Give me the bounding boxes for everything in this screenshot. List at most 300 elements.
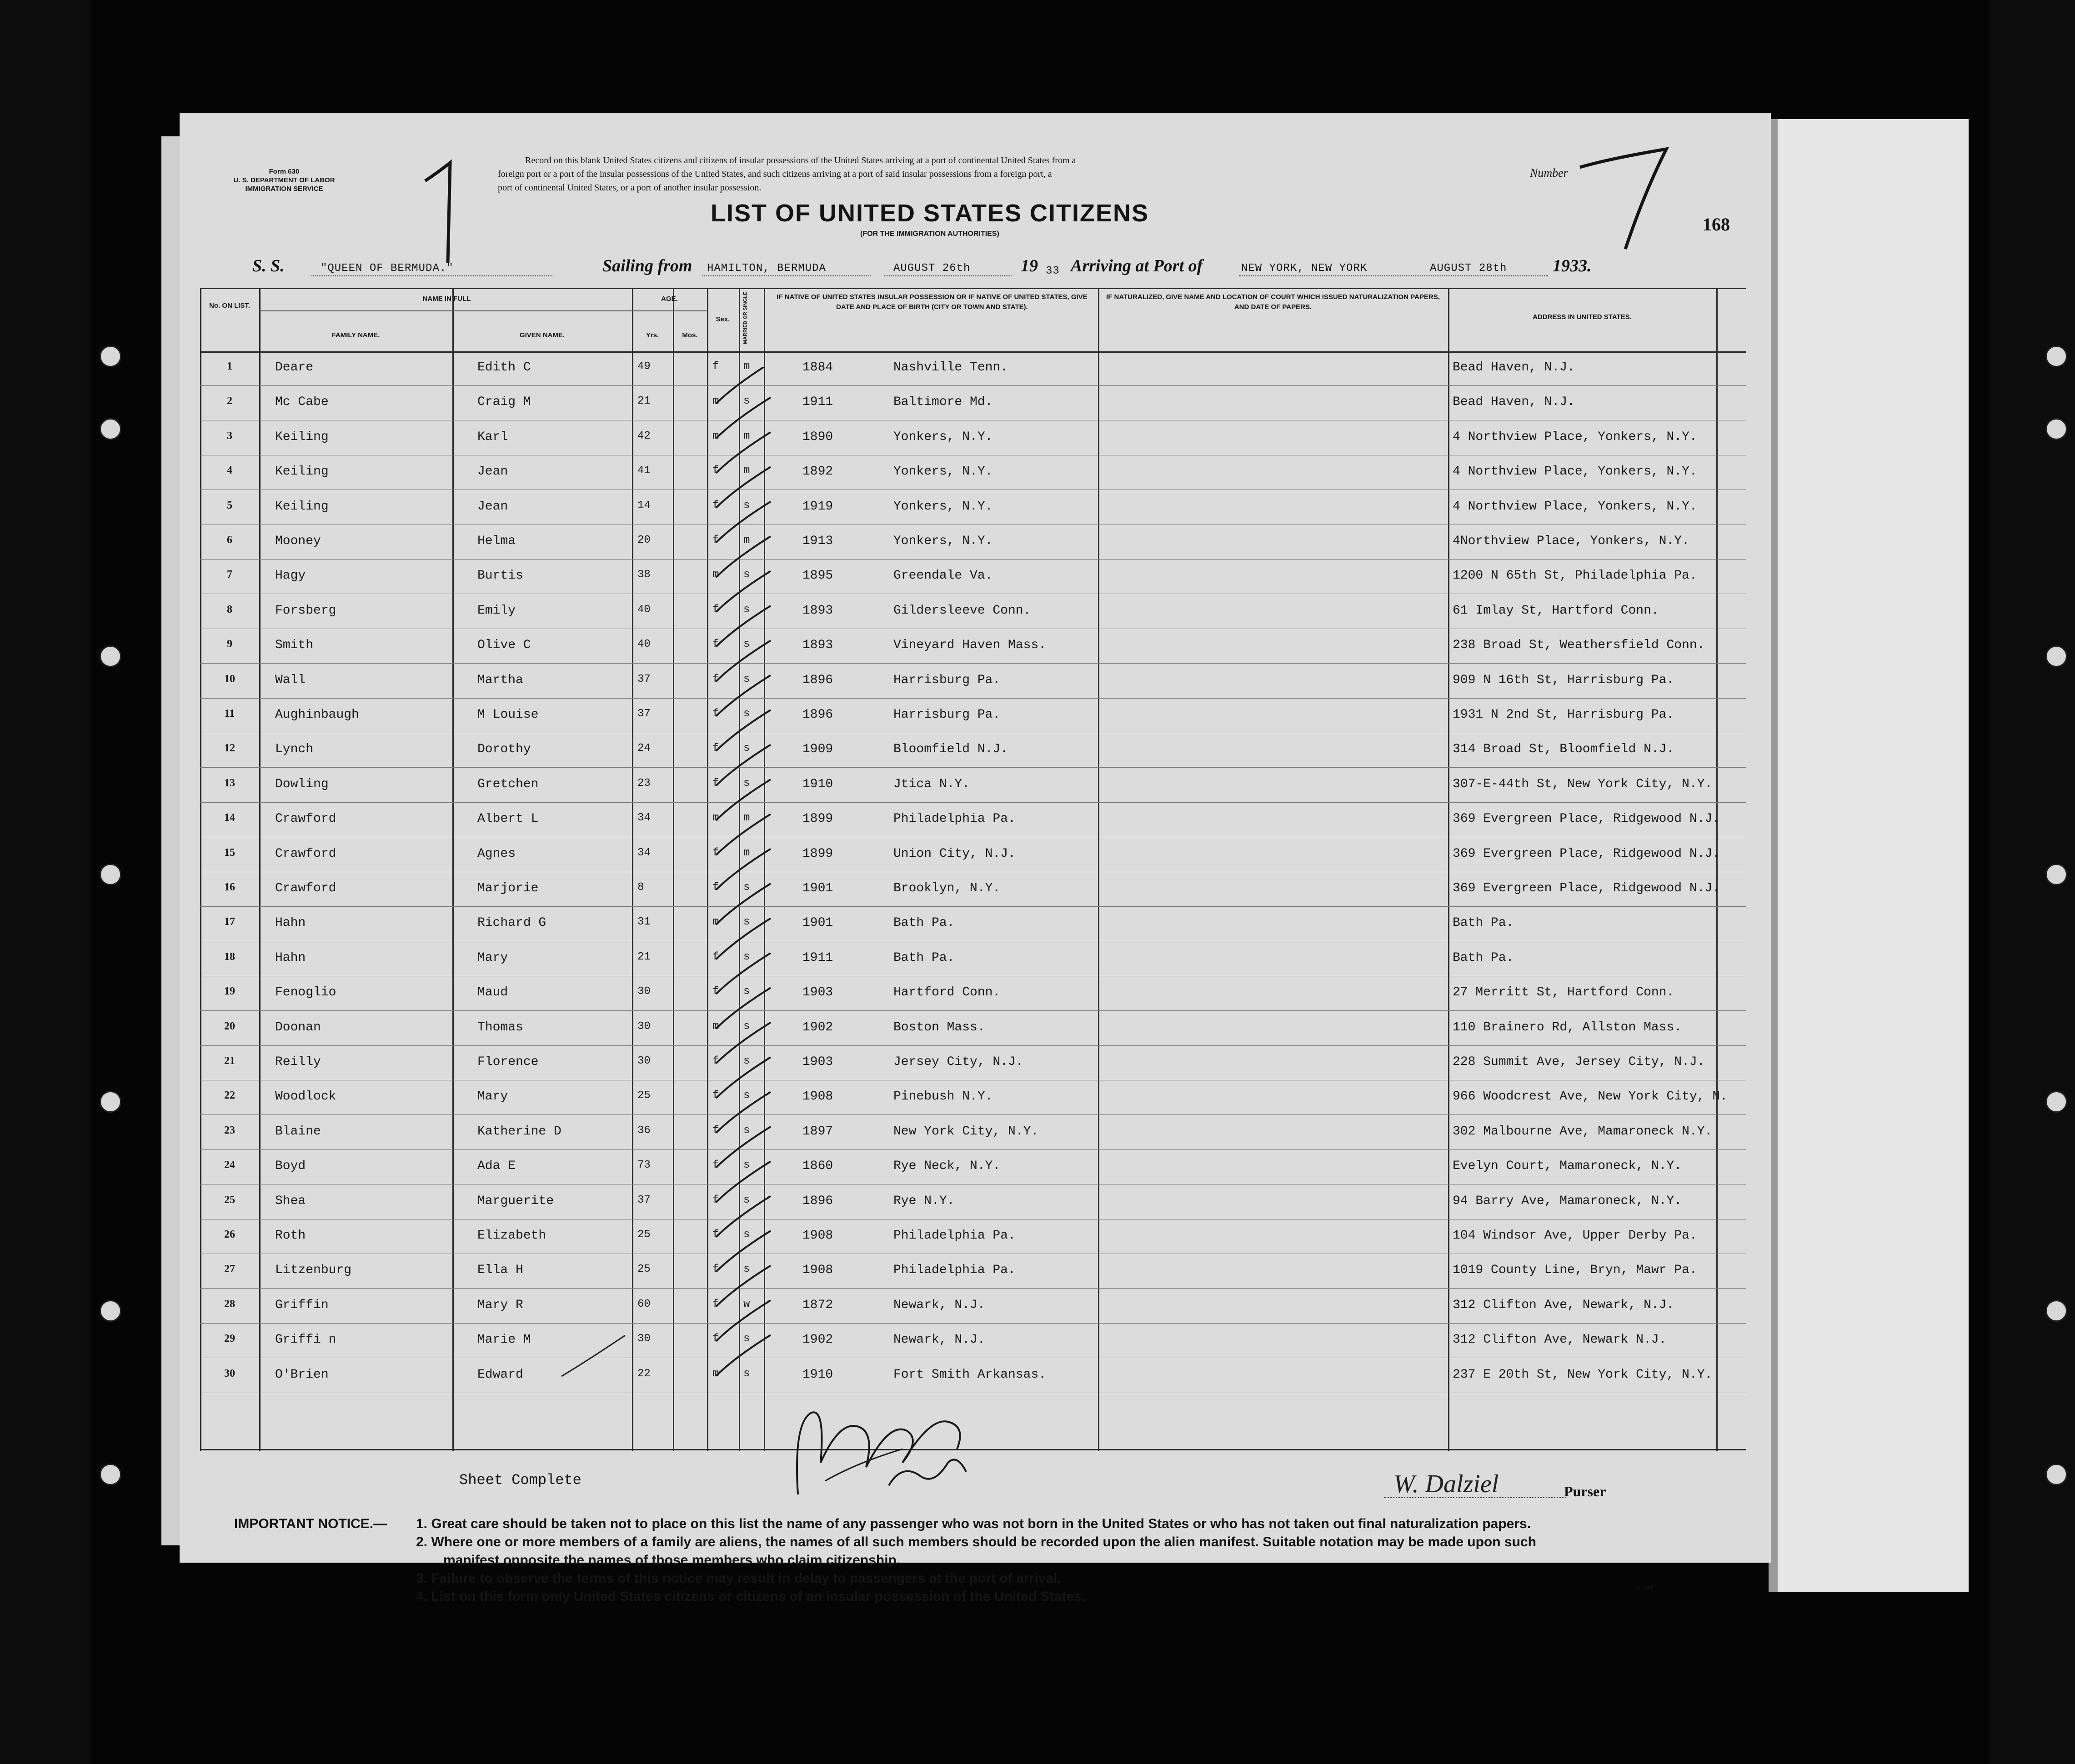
table-row [200,1080,1746,1115]
address: 1931 N 2nd St, Harrisburg Pa. [1453,708,1674,722]
birth-place: Rye Neck, N.Y. [893,1159,1001,1174]
film-hole [2045,645,2067,667]
given-name: Ella H [477,1263,523,1278]
sex: f [712,360,719,373]
birth-place: Greendale Va. [893,569,993,583]
family-name: Keiling [275,499,329,514]
age-years: 30 [637,1055,651,1067]
sex: f [712,1124,719,1137]
marital-status: s [743,881,750,894]
marital-status: m [743,465,750,477]
birth-place: Brooklyn, N.Y. [893,881,1001,895]
birth-year: 1890 [802,430,833,444]
marital-status: s [743,395,750,408]
birth-place: Bath Pa. [893,950,955,965]
arrival-date: AUGUST 28th [1430,262,1507,275]
given-name: Craig M [477,395,531,410]
address: 312 Clifton Ave, Newark N.J. [1453,1333,1667,1347]
arrival-port: NEW YORK, NEW YORK [1241,262,1368,275]
film-hole [2045,345,2067,367]
family-name: Crawford [275,846,336,861]
sex: f [712,603,719,616]
given-name: Emily [477,603,516,618]
address: 369 Evergreen Place, Ridgewood N.J. [1453,812,1720,826]
table-row [200,699,1746,733]
table-row [200,421,1746,455]
sex: f [712,499,719,512]
birth-place: Jtica N.Y. [893,777,970,791]
family-name: Fenoglio [275,985,336,1000]
age-years: 24 [637,742,651,755]
address: Bath Pa. [1453,916,1514,930]
col-header-age: AGE. [661,295,678,303]
age-years: 40 [637,638,651,651]
family-name: Crawford [275,881,336,895]
address: 237 E 20th St, New York City, N.Y. [1453,1367,1713,1382]
marital-status: w [743,1298,750,1310]
table-row [200,629,1746,664]
given-name: Burtis [477,569,523,583]
col-header-naturalized: IF NATURALIZED, GIVE NAME AND LOCATION OF COURT WHICH ISSUED NATURALIZATION PAPERS, AND DATE OF PAPERS. [1106,293,1440,311]
form-header [198,167,371,193]
check-mark-stroke [716,675,771,716]
given-name: Thomas [477,1020,523,1034]
row-number: 1 [227,360,232,372]
birth-year: 1884 [802,360,833,375]
family-name: Litzenburg [275,1263,352,1278]
age-years: 30 [637,1333,651,1345]
family-name: Forsberg [275,603,336,618]
given-name: Albert L [477,812,539,826]
address: Bead Haven, N.J. [1453,395,1575,410]
check-mark-stroke [716,1335,771,1376]
age-years: 40 [637,603,651,616]
address: 110 Brainero Rd, Allston Mass. [1453,1020,1682,1034]
address: 4Northview Place, Yonkers, N.Y. [1453,534,1689,548]
given-name: Edward [477,1367,523,1382]
birth-place: Baltimore Md. [893,395,993,410]
marital-status: m [743,534,750,546]
given-name: Karl [477,430,508,444]
birth-place: Yonkers, N.Y. [893,499,993,514]
service-name: IMMIGRATION SERVICE [245,185,323,193]
check-mark-stroke [716,1057,771,1098]
birth-year: 1909 [802,742,833,757]
row-number: 2 [227,395,232,407]
sex: m [712,430,719,442]
manifest-table [200,288,1746,1451]
family-name: O'Brien [275,1367,329,1382]
given-name: Maud [477,985,508,1000]
table-row [200,872,1746,907]
family-name: Wall [275,673,306,687]
birth-year: 1896 [802,673,833,687]
film-hole [100,645,121,667]
marital-status: m [743,812,750,825]
film-strip-left [0,0,91,1764]
row-number: 5 [227,499,232,511]
address: 307-E-44th St, New York City, N.Y. [1453,777,1713,791]
table-row [200,1324,1746,1358]
year-prefix: 19 [1021,256,1038,275]
age-years: 60 [637,1298,651,1310]
row-number: 4 [227,465,232,477]
birth-year: 1902 [802,1333,833,1347]
family-name: Roth [275,1229,306,1243]
notice-item-4: 4. List on this form only United States citizens or citizens of an insular possession of the United States. [416,1589,1085,1604]
film-hole [100,345,121,367]
row-number: 26 [224,1229,235,1240]
age-years: 37 [637,1194,651,1206]
check-mark-stroke [716,1023,771,1064]
given-name: Florence [477,1055,539,1069]
family-name: Crawford [275,812,336,826]
age-years: 30 [637,1020,651,1033]
birth-year: 1910 [802,777,833,791]
marital-status: s [743,742,750,755]
given-name: Marguerite [477,1194,554,1208]
row-number: 3 [227,430,232,442]
age-years: 37 [637,708,651,720]
page-edge-shadow [161,136,180,1545]
birth-year: 1911 [802,950,833,965]
film-hole [100,418,121,440]
film-hole [100,1300,121,1322]
birth-place: Philadelphia Pa. [893,812,1016,826]
check-mark-stroke [716,988,771,1029]
marital-status: s [743,1055,750,1067]
page-number: 168 [1703,214,1730,235]
family-name: Reilly [275,1055,321,1069]
row-number: 21 [224,1055,235,1067]
given-name: Jean [477,465,508,479]
birth-place: Hartford Conn. [893,985,1001,1000]
given-name: Olive C [477,638,531,653]
row-number: 17 [224,916,235,928]
notice-heading: IMPORTANT NOTICE.— [234,1516,387,1531]
check-mark-stroke [716,1300,771,1341]
row-number: 10 [224,673,235,685]
table-row [200,1115,1746,1150]
col-header-years: Yrs. [646,331,659,339]
age-years: 25 [637,1229,651,1241]
table-row [200,1185,1746,1219]
underline [702,275,871,276]
table-row [200,1011,1746,1046]
age-years: 49 [637,360,651,373]
family-name: Lynch [275,742,314,757]
check-mark-stroke [716,536,771,577]
sex: f [712,881,719,894]
given-name: Dorothy [477,742,531,757]
departure-year: 33 [1046,265,1060,277]
sex: f [712,638,719,651]
col-header-married-or-single: MARRIED OR SINGLE [742,292,748,344]
family-name: Hagy [275,569,306,583]
age-years: 31 [637,916,651,929]
check-mark-stroke [716,367,771,404]
film-hole [2045,1091,2067,1113]
manifest-page [180,113,1771,1604]
row-number: 11 [224,708,235,720]
row-number: 19 [224,985,235,998]
family-name: Deare [275,360,314,375]
marital-status: s [743,1020,750,1033]
voyage-line [252,256,1707,279]
birth-place: Fort Smith Arkansas. [893,1367,1047,1382]
given-name: Katherine D [477,1124,561,1139]
birth-place: Philadelphia Pa. [893,1263,1016,1278]
birth-place: Harrisburg Pa. [893,673,1001,687]
film-hole [2045,1464,2067,1485]
marital-status: s [743,985,750,998]
number-label: Number [1530,166,1568,180]
family-name: Griffi n [275,1333,336,1347]
marital-status: s [743,1089,750,1102]
page-subtitle: (FOR THE IMMIGRATION AUTHORITIES) [860,230,999,238]
handwritten-number-seven [1575,140,1684,258]
check-mark-stroke [716,780,771,820]
birth-year: 1897 [802,1124,833,1139]
given-name: Elizabeth [477,1229,546,1243]
table-row [200,455,1746,490]
marital-status: s [743,569,750,581]
table-row [200,1289,1746,1324]
marital-status: s [743,777,750,790]
ss-label: S. S. [252,256,285,275]
film-hole [100,1091,121,1113]
film-hole [100,1464,121,1485]
purser-signature-block [1384,1469,1675,1501]
sex: f [712,1333,719,1345]
address: 966 Woodcrest Ave, New York City, N. [1453,1089,1728,1104]
check-mark-stroke [716,499,771,543]
check-mark-stroke [716,1127,771,1168]
notice-item-2-continued: manifest opposite the names of those members who claim citizenship. [443,1553,901,1568]
age-years: 37 [637,673,651,685]
check-mark-stroke [716,745,771,785]
col-header-sex: Sex. [716,315,730,323]
sex: f [712,950,719,963]
row-number: 16 [224,881,235,893]
age-years: 8 [637,881,644,894]
facing-page [1778,119,1969,1592]
birth-year: 1896 [802,1194,833,1208]
given-name: Mary R [477,1298,523,1312]
marital-status: m [743,360,750,373]
age-years: 30 [637,985,651,998]
row-number: 6 [227,534,232,546]
sex: m [712,1367,719,1380]
row-number: 28 [224,1298,235,1310]
age-years: 23 [637,777,651,790]
marital-status: s [743,1194,750,1206]
marital-status: m [743,430,750,442]
given-name: Helma [477,534,516,548]
check-mark-stroke [716,603,771,647]
given-name: Gretchen [477,777,539,791]
table-row [200,1254,1746,1289]
address: 104 Windsor Ave, Upper Derby Pa. [1453,1229,1697,1243]
address: 238 Broad St, Weathersfield Conn. [1453,638,1705,653]
check-mark-stroke [716,467,771,508]
sex: m [712,395,719,408]
check-mark-stroke [716,1231,771,1272]
row-number: 15 [224,846,235,859]
birth-year: 1895 [802,569,833,583]
age-years: 73 [637,1159,651,1172]
notice-item-2: 2. Where one or more members of a family are aliens, the names of all such members should be recorded upon the alien manifest. Suitable notation may be made upon such [416,1534,1536,1549]
row-number: 7 [227,569,232,581]
address: 27 Merritt St, Hartford Conn. [1453,985,1674,1000]
family-name: Aughinbaugh [275,708,359,722]
marital-status: s [743,950,750,963]
birth-place: Harrisburg Pa. [893,708,1001,722]
inspector-signature [784,1394,1002,1513]
col-header-no: No. ON LIST. [209,302,250,310]
family-name: Mc Cabe [275,395,329,410]
birth-place: Newark, N.J. [893,1298,985,1312]
family-name: Keiling [275,430,329,444]
check-mark-stroke [716,1196,771,1237]
birth-year: 1901 [802,916,833,930]
col-header-birth: IF NATIVE OF UNITED STATES INSULAR POSSESSION OR IF NATIVE OF UNITED STATES, GIVE DATE AND PLACE OF BIRTH (CITY OR TOWN AND STATE). [777,293,1088,311]
address: 312 Clifton Ave, Newark, N.J. [1453,1298,1674,1312]
col-header-given-name: GIVEN NAME. [519,331,565,339]
row-number: 13 [224,777,235,789]
age-years: 38 [637,569,651,581]
birth-year: 1893 [802,603,833,618]
row-number: 18 [224,950,235,963]
check-mark-stroke [716,814,771,855]
col-header-name-in-full: NAME IN FULL [422,295,471,303]
purser-label: Purser [1564,1483,1606,1499]
table-row [200,595,1746,629]
address: 61 Imlay St, Hartford Conn. [1453,603,1659,618]
sex: f [712,1159,719,1172]
birth-place: Union City, N.J. [893,846,1016,861]
age-years: 14 [637,499,651,512]
birth-year: 1899 [802,812,833,826]
department-name: U. S. DEPARTMENT OF LABOR [233,176,335,184]
check-mark-stroke [716,1265,771,1306]
check-mark-stroke [716,710,771,751]
form-number: Form 630 [269,168,300,175]
address: 4 Northview Place, Yonkers, N.Y. [1453,499,1697,514]
check-mark-stroke [716,571,771,612]
age-years: 41 [637,465,651,477]
family-name: Mooney [275,534,321,548]
row-number: 30 [224,1367,235,1379]
check-mark-stroke [716,950,771,994]
arriving-label: Arriving at Port of [1071,256,1203,275]
given-name: Marjorie [477,881,539,895]
age-header-rule [632,310,707,311]
sex: f [712,534,719,546]
marital-status: s [743,499,750,512]
check-mark-stroke [716,1092,771,1133]
table-row [200,768,1746,803]
name-header-rule [259,310,634,311]
family-name: Woodlock [275,1089,336,1104]
family-name: Hahn [275,916,306,930]
birth-year: 1899 [802,846,833,861]
sex: m [712,916,719,929]
record-line: foreign port or a port of the insular possessions of the United States, and such citizens arriving at a port of said insular possessions from a foreign port, a [498,169,1052,179]
birth-place: Jersey City, N.J. [893,1055,1023,1069]
marital-status: s [743,1367,750,1380]
address: 369 Evergreen Place, Ridgewood N.J. [1453,846,1720,861]
birth-place: Rye N.Y. [893,1194,955,1208]
form-code: 14—800 [1634,1585,1654,1591]
table-row [200,1359,1746,1393]
record-line: port of continental United States, or a port of another insular possession. [498,183,762,193]
table-row [200,490,1746,525]
address: 4 Northview Place, Yonkers, N.Y. [1453,465,1697,479]
sex: f [712,742,719,755]
notice-item-3: 3. Failure to observe the terms of this notice may result in delay to passengers at the port of arrival. [416,1571,1061,1586]
birth-year: 1860 [802,1159,833,1174]
underline [884,275,1012,276]
table-row [200,976,1746,1011]
underline [1239,275,1548,276]
row-number: 8 [227,603,232,615]
sex: f [712,1263,719,1276]
marital-status: s [743,1263,750,1276]
row-number: 14 [224,812,235,824]
record-line: Record on this blank United States citizens and citizens of insular possessions of the United States arriving at a port of continental United States from a [525,155,1076,165]
birth-place: Yonkers, N.Y. [893,465,993,479]
departure-date: AUGUST 26th [893,262,971,275]
family-name: Boyd [275,1159,306,1174]
given-name: M Louise [477,708,539,722]
address: 94 Barry Ave, Mamaroneck, N.Y. [1453,1194,1682,1208]
marital-status: s [743,638,750,651]
birth-year: 1901 [802,881,833,895]
notice-item-1: 1. Great care should be taken not to place on this list the name of any passenger who was not born in the United States or who has not taken out final naturalization papers. [416,1516,1531,1531]
sex: f [712,846,719,859]
check-mark-stroke [716,846,771,890]
address: Bead Haven, N.J. [1453,360,1575,375]
row-number: 22 [224,1089,235,1102]
table-row [200,386,1746,420]
underline [311,275,552,276]
marital-status: m [743,846,750,859]
table-row [200,664,1746,699]
table-row [200,942,1746,976]
check-mark-stroke [716,640,771,681]
row-number: 27 [224,1263,235,1275]
age-years: 42 [637,430,651,442]
age-years: 21 [637,395,651,408]
row-number: 24 [224,1159,235,1171]
row-number: 23 [224,1124,235,1136]
check-mark-stroke [716,432,771,473]
handwritten-scribble [557,1331,648,1381]
marital-status: s [743,1229,750,1241]
address: 4 Northview Place, Yonkers, N.Y. [1453,430,1697,444]
check-mark-stroke [716,884,771,924]
ship-name: "QUEEN OF BERMUDA." [321,262,454,275]
given-name: Edith C [477,360,531,375]
age-years: 20 [637,534,651,546]
sex: f [712,985,719,998]
birth-year: 1893 [802,638,833,653]
birth-place: Vineyard Haven Mass. [893,638,1047,653]
sex: m [712,569,719,581]
col-header-family-name: FAMILY NAME. [331,331,380,339]
sex: f [712,1229,719,1241]
